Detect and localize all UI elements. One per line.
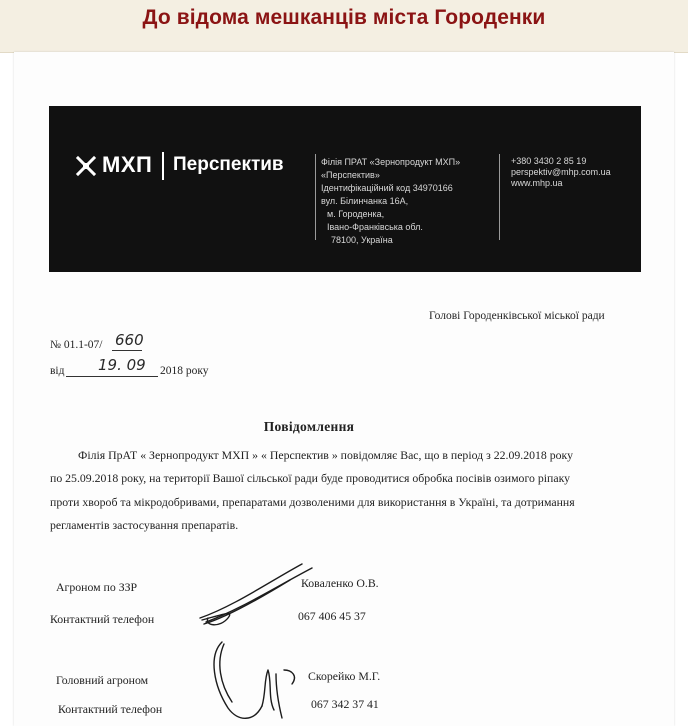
addressee: Голові Городенківської міської ради — [429, 310, 605, 322]
page-title: До відома мешканців міста Городенки — [142, 6, 546, 29]
body-line: проти хвороб та мікродобривами, препаратами дозволеними для використання в Україні, та дотримання — [50, 495, 575, 509]
signatory-1-name: Коваленко О.В. — [301, 576, 379, 590]
body-line: регламентів застосування препаратів. — [50, 518, 239, 532]
body-line: Філія ПрАТ « Зернопродукт МХП » « Перспектив » повідомляє Вас, що в період з 22.09.2018 року — [78, 448, 574, 462]
contact-website: www.mhp.ua — [511, 178, 563, 188]
address-line: 78100, Україна — [331, 235, 393, 245]
document-title: Повідомлення — [263, 419, 355, 434]
address-line: Філія ПРАТ «Зернопродукт МХП» — [321, 157, 461, 167]
signatory-1-role: Агроном по ЗЗР — [56, 580, 138, 594]
letterhead — [49, 106, 641, 272]
signatory-2-phone: 067 342 37 41 — [311, 697, 379, 711]
letterhead-divider — [315, 154, 316, 240]
reg-number-handwritten: 660 — [115, 331, 144, 349]
signatory-1-phone: 067 406 45 37 — [298, 609, 366, 623]
body-line: по 25.09.2018 року, на території Вашої сільської ради буде проводитися обробка посівів озимого ріпаку — [50, 471, 571, 485]
reg-date-prefix: від — [50, 365, 65, 377]
reg-date-underline — [66, 376, 158, 377]
letterhead-address — [321, 156, 501, 247]
signatory-2-name: Скорейко М.Г. — [308, 669, 381, 683]
letterhead-divider — [499, 154, 500, 240]
reg-number-prefix: № 01.1-07/ — [50, 339, 103, 351]
address-line: Ідентифікаційний код 34970166 — [321, 183, 453, 193]
contact-phone: +380 3430 2 85 19 — [511, 156, 587, 166]
reg-year: 2018 року — [160, 365, 209, 377]
contact-email: perspektiv@mhp.com.ua — [511, 167, 611, 177]
scanned-letter — [14, 52, 674, 726]
signatory-2-phone-label: Контактний телефон — [58, 702, 163, 716]
page-header — [0, 0, 688, 53]
windmill-logo-icon — [75, 155, 97, 177]
brand-name: МХП — [102, 152, 153, 177]
address-line: «Перспектив» — [321, 170, 380, 180]
letterhead-contacts — [511, 156, 611, 189]
address-line: вул. Білинчанка 16А, — [321, 196, 409, 206]
reg-number-underline — [112, 350, 142, 351]
handwritten-signature — [164, 552, 324, 726]
address-line: Івано-Франківська обл. — [327, 222, 423, 232]
brand-divider — [162, 152, 164, 180]
reg-date-handwritten: 19. 09 — [98, 356, 146, 374]
signatory-2-role: Головний агроном — [56, 673, 149, 687]
signatory-1-phone-label: Контактний телефон — [50, 612, 155, 626]
brand-subname: Перспектив — [173, 154, 284, 175]
address-line: м. Городенка, — [327, 209, 385, 219]
